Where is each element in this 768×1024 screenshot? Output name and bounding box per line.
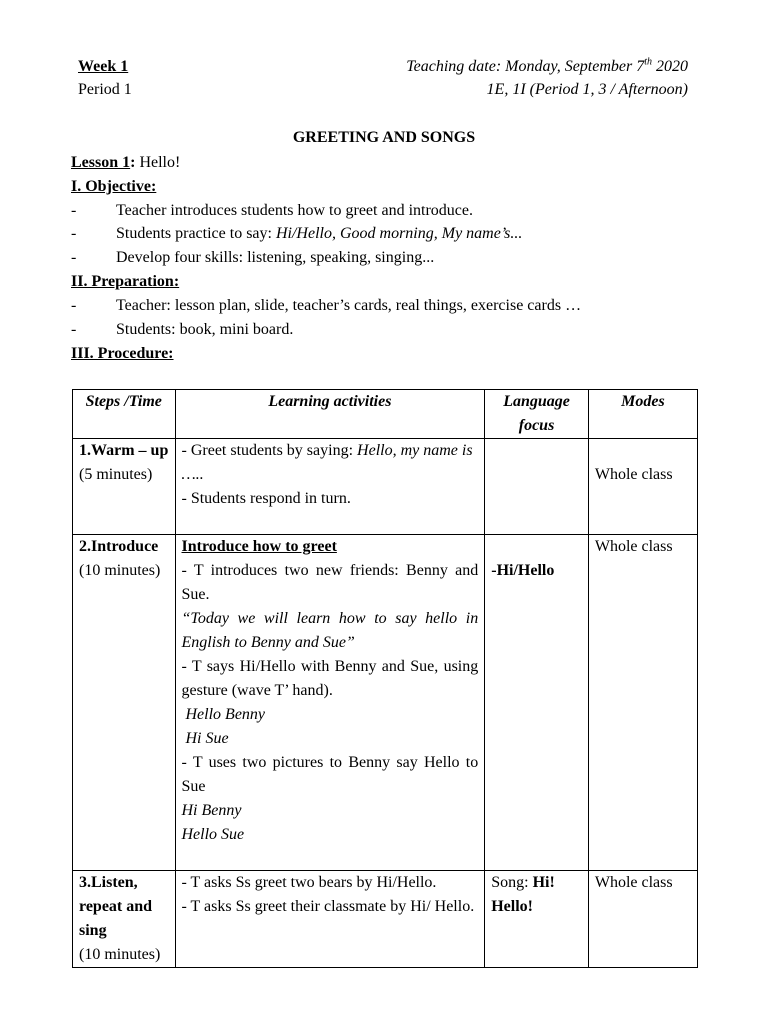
bullet-dash: - (71, 225, 77, 242)
step-cell (73, 535, 176, 871)
activity-line: - T asks Ss greet their classmate by Hi/ Hello. (181, 898, 475, 915)
column-header: Language focus (485, 390, 589, 439)
table-header-row (73, 390, 698, 439)
lesson-name: Hello! (135, 154, 181, 171)
activity-example: Hi Sue (181, 730, 229, 747)
table-row (73, 439, 698, 535)
mode-cell (588, 439, 697, 535)
table-row (73, 535, 698, 871)
mode-value: Whole class (594, 538, 673, 555)
activity-line: - Greet students by saying: Hello, my name is ….. (181, 442, 473, 483)
objective-item: Develop four skills: listening, speaking, singing... (116, 249, 435, 266)
step-cell (73, 439, 176, 535)
activity-example: Hello Sue (181, 826, 245, 843)
activity-line: - Students respond in turn. (181, 490, 351, 507)
activity-line: - T introduces two new friends: Benny and Sue. (181, 562, 479, 603)
week-label: Week 1 (78, 58, 129, 75)
activities-cell (175, 439, 485, 535)
bullet-dash: - (71, 321, 77, 338)
step-time: (10 minutes) (79, 562, 161, 579)
bullet-dash: - (71, 202, 77, 219)
step-time: (5 minutes) (79, 466, 153, 483)
procedure-heading: III. Procedure: (71, 345, 174, 362)
focus-cell (485, 439, 589, 535)
activities-cell (175, 535, 485, 871)
column-header: Learning activities (175, 390, 485, 439)
teaching-date: Teaching date: Monday, September 7th 2020 (406, 56, 688, 75)
mode-cell (588, 871, 697, 968)
objective-item: Teacher introduces students how to greet and introduce. (116, 202, 473, 219)
step-cell (73, 871, 176, 968)
focus-value: -Hi/Hello (491, 562, 555, 579)
focus-cell (485, 871, 589, 968)
activity-quote: “Today we will learn how to say hello in English to Benny and Sue” (181, 610, 479, 651)
procedure-table (72, 389, 698, 968)
bullet-dash: - (71, 249, 77, 266)
activity-line: - T asks Ss greet two bears by Hi/Hello. (181, 874, 437, 891)
table-row (73, 871, 698, 968)
step-title: 2.Introduce (79, 538, 159, 555)
mode-cell (588, 535, 697, 871)
mode-value: Whole class (594, 466, 673, 483)
objective-heading: I. Objective: (71, 178, 157, 195)
objective-item: Students practice to say: Hi/Hello, Good morning, My name’s... (116, 225, 523, 242)
lesson-label: Lesson 1 (71, 154, 131, 171)
activity-heading: Introduce how to greet (181, 538, 337, 555)
preparation-item: Students: book, mini board. (116, 321, 294, 338)
activity-example: Hi Benny (181, 802, 242, 819)
bullet-dash: - (71, 297, 77, 314)
page-title: GREETING AND SONGS (292, 129, 476, 146)
activities-cell (175, 871, 485, 968)
lesson-line: Lesson 1: Hello! (71, 154, 181, 171)
activity-example: Hello Benny (181, 706, 266, 723)
focus-cell (485, 535, 589, 871)
column-header: Modes (588, 390, 697, 439)
step-title: 1.Warm – up (79, 442, 169, 459)
preparation-item: Teacher: lesson plan, slide, teacher’s cards, real things, exercise cards … (116, 297, 582, 314)
step-time: (10 minutes) (79, 946, 161, 963)
activity-line: - T says Hi/Hello with Benny and Sue, using gesture (wave T’ hand). (181, 658, 479, 699)
focus-value: Song: Hi! Hello! (491, 874, 555, 915)
mode-value: Whole class (594, 874, 673, 891)
preparation-heading: II. Preparation: (71, 273, 180, 290)
period-label: Period 1 (78, 81, 132, 98)
activity-line: - T uses two pictures to Benny say Hello to Sue (181, 754, 479, 795)
class-info: 1E, 1I (Period 1, 3 / Afternoon) (486, 81, 688, 98)
column-header: Steps /Time (73, 390, 176, 439)
step-title: 3.Listen, repeat and sing (79, 874, 153, 939)
